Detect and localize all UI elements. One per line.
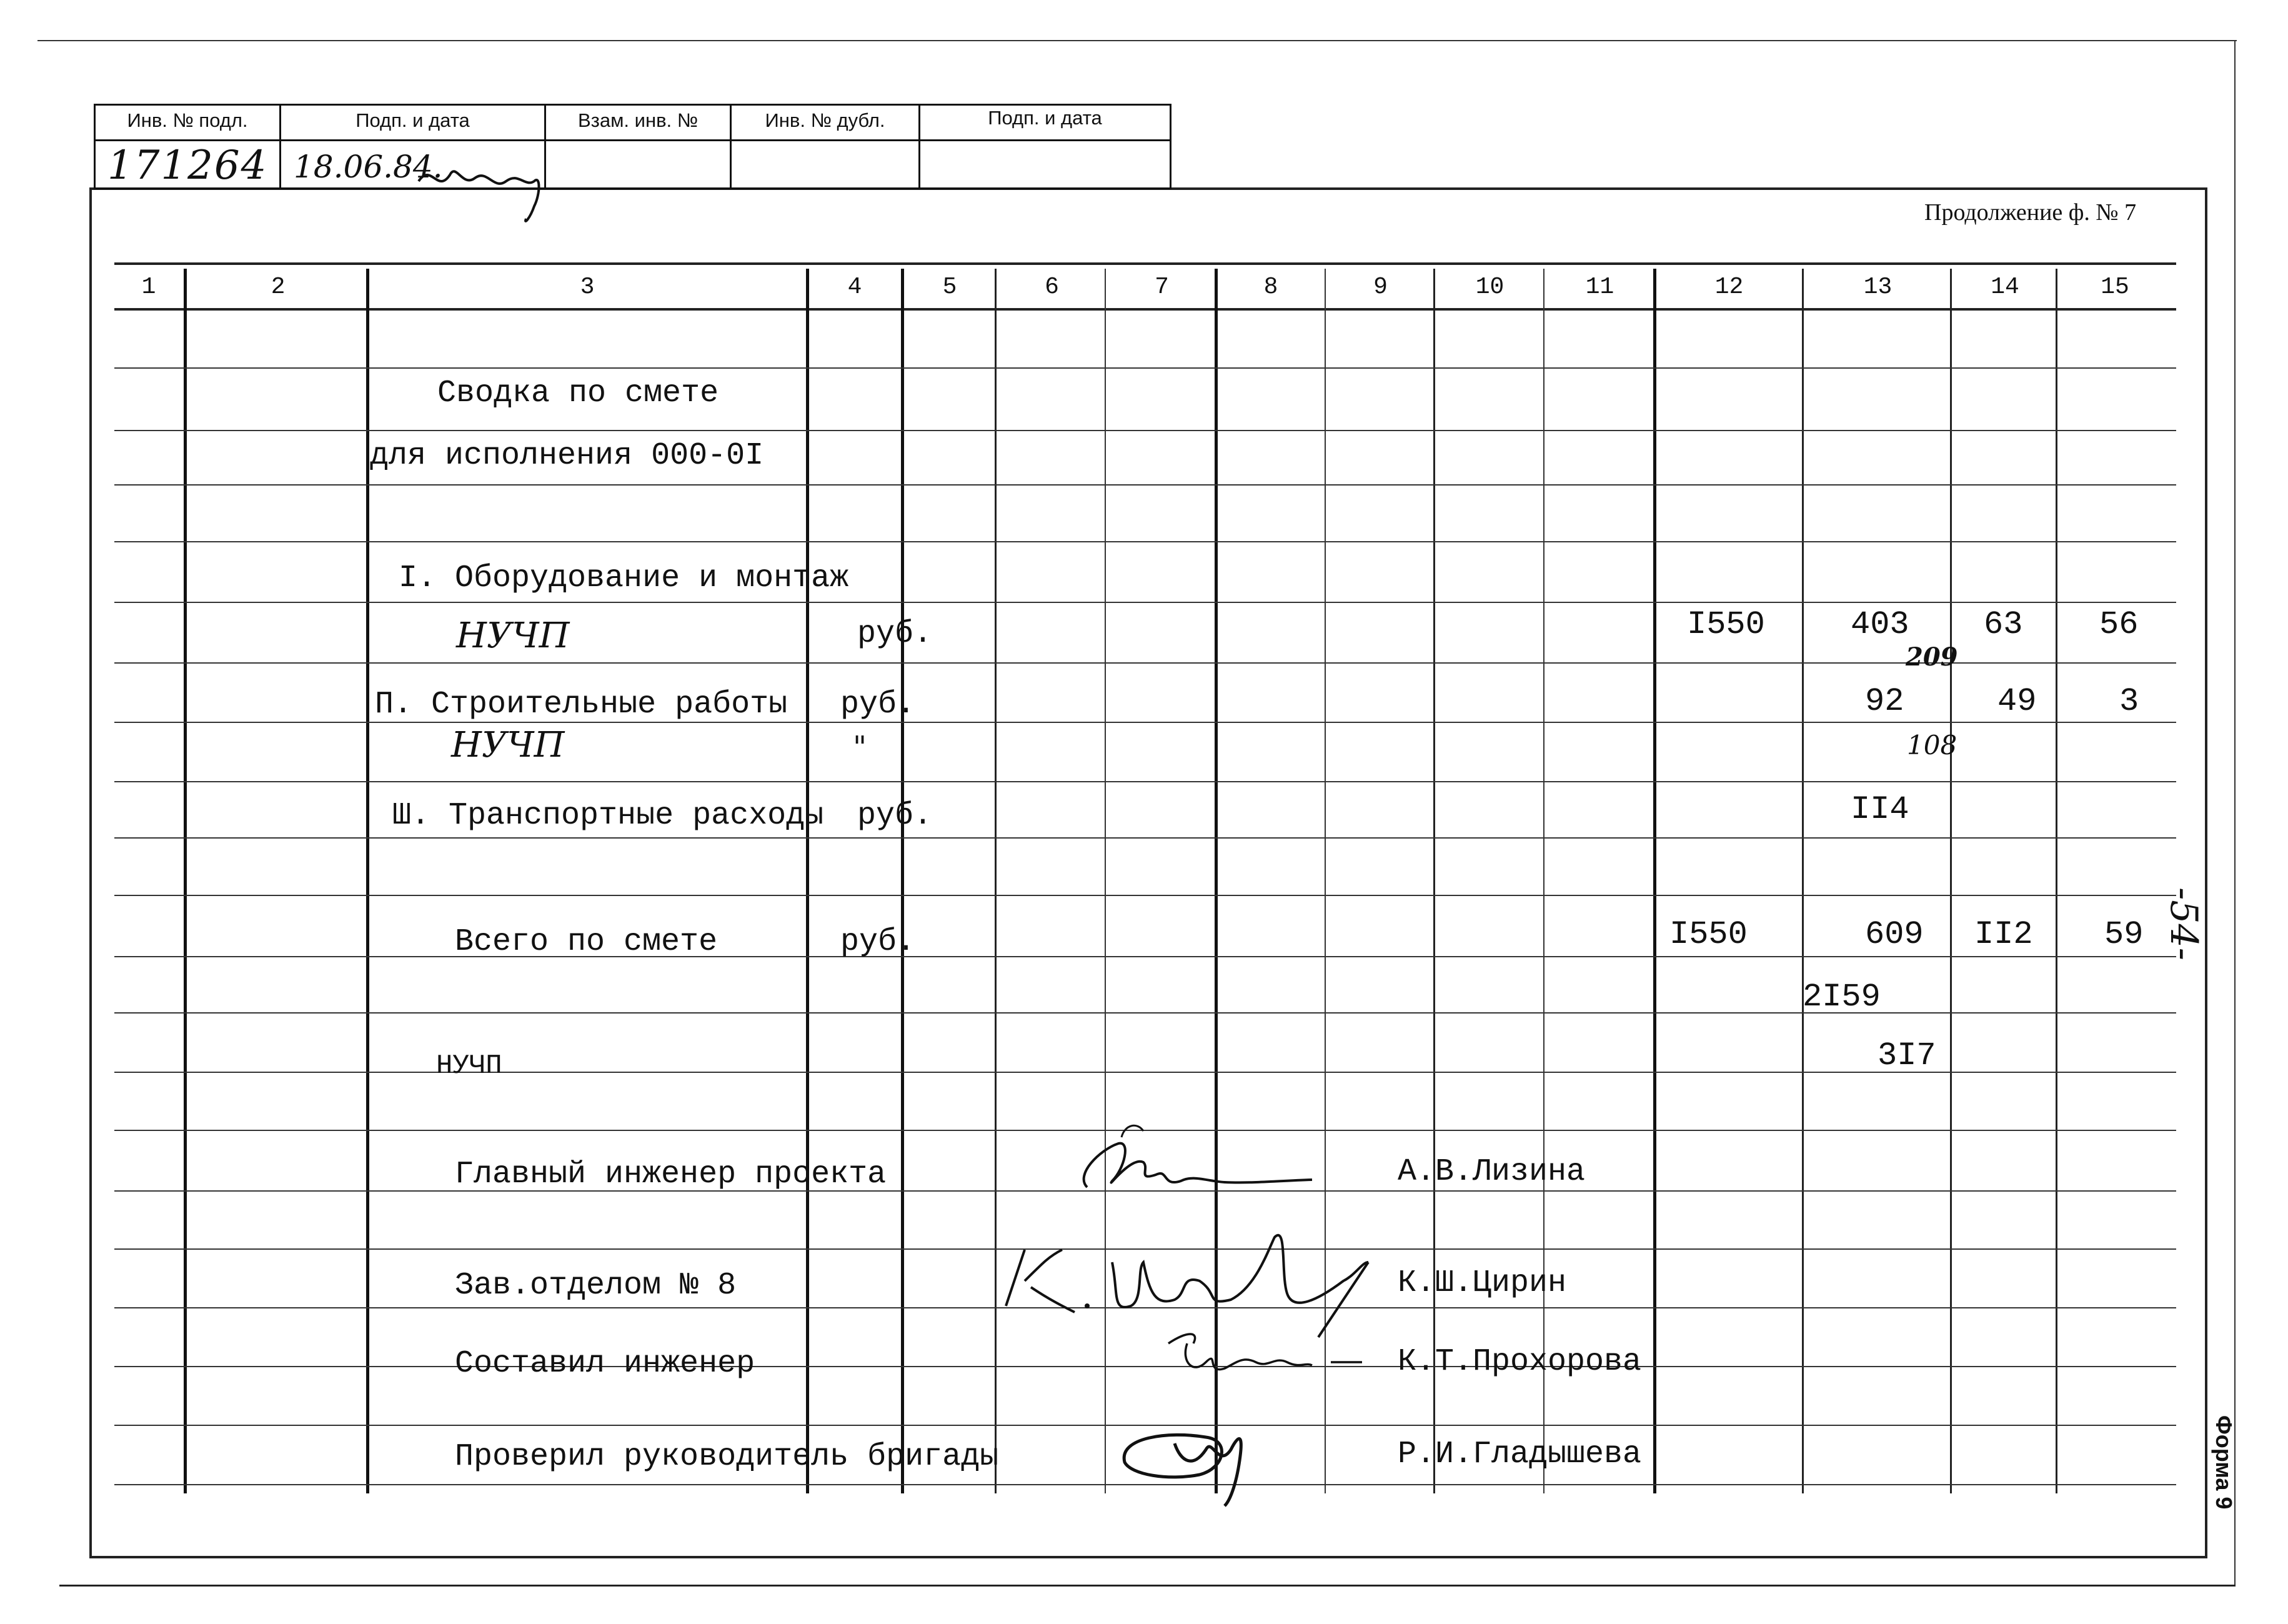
row-line (114, 895, 2176, 896)
form-label: Форма 9 (2211, 1415, 2237, 1510)
row-line (114, 367, 2176, 369)
total-label: Всего по смете (455, 924, 718, 960)
row1-col13-note: 209 (1906, 642, 1958, 672)
row-line (114, 781, 2176, 782)
row-line (114, 484, 2176, 486)
stamp-header-replace: Взам. инв. № (544, 104, 732, 141)
signature-scribble-checker (1106, 1412, 1281, 1512)
col-num-14: 14 (1991, 274, 2019, 301)
stamp-header-sign2: Подп. и дата (918, 104, 1171, 141)
frame-left-line (89, 187, 92, 1558)
nuchp-col13: 3I7 (1878, 1037, 1936, 1074)
row1-col15: 56 (2099, 606, 2139, 643)
frame-right-line (2205, 187, 2207, 1558)
row2-sub-label: НУЧП (451, 725, 565, 765)
row1-sub-label: НУЧП (456, 615, 570, 656)
col-num-6: 6 (1045, 274, 1059, 301)
summary-subtitle: для исполнения 000-0I (370, 438, 764, 474)
stamp-sign-date: 18.06.84. (294, 149, 443, 185)
continuation-label: Продолжение ф. № 7 (1924, 199, 2137, 226)
col-line-n (2056, 269, 2057, 1493)
signature-name-chief: А.В.Лизина (1398, 1154, 1586, 1190)
nuchp-label: НУЧП (436, 1050, 502, 1082)
row2-col13-note: 108 (1907, 730, 1957, 760)
col-num-12: 12 (1714, 274, 1744, 301)
total-col15: 59 (2104, 916, 2144, 953)
row2-label: П. Строительные работы (375, 687, 788, 722)
row1-col14: 63 (1984, 606, 2023, 643)
col-line-j (1543, 269, 1544, 1493)
row2-col15: 3 (2119, 683, 2139, 720)
signature-role-chief: Главный инженер проекта (455, 1157, 887, 1192)
col-num-9: 9 (1373, 274, 1388, 301)
signature-scribble-engineer (1150, 1318, 1375, 1387)
col-num-10: 10 (1475, 274, 1505, 301)
summary-title: Сводка по смете (437, 376, 719, 411)
total-col12: I550 (1669, 916, 1748, 953)
row2-col13: 92 (1865, 683, 1904, 720)
col-num-1: 1 (141, 274, 156, 301)
row1-col13: 403 (1851, 606, 1909, 643)
row-line (114, 1366, 2176, 1367)
col-num-13: 13 (1863, 274, 1893, 301)
row-line (114, 956, 2176, 957)
stamp-header-dup: Инв. № дубл. (730, 104, 920, 141)
col-line-a (184, 269, 187, 1493)
col-line-i (1433, 269, 1435, 1493)
col-num-8: 8 (1263, 274, 1278, 301)
col-line-d (901, 269, 904, 1493)
stamp-value-dup (730, 139, 920, 189)
row-line (114, 602, 2176, 603)
total-unit: руб. (840, 924, 916, 960)
col-num-5: 5 (942, 274, 957, 301)
row3-unit: руб. (857, 798, 933, 834)
frame-bottom-line (89, 1556, 2207, 1558)
row1-label: I. Оборудование и монтаж (399, 560, 849, 596)
col-num-4: 4 (847, 274, 862, 301)
total-col14: II2 (1974, 916, 2033, 953)
row-line (114, 662, 2176, 664)
col-num-3: 3 (580, 274, 595, 301)
stamp-value-sign2 (918, 139, 1171, 189)
row-line (114, 1072, 2176, 1073)
signature-name-head: К.Ш.Цирин (1398, 1265, 1567, 1301)
stamp-inv-number: 171264 (107, 142, 268, 189)
row1-unit: руб. (857, 616, 933, 652)
col-line-m (1950, 269, 1952, 1493)
col-line-b (366, 269, 369, 1493)
stamp-header-inv: Инв. № подл. (94, 104, 281, 141)
col-num-7: 7 (1155, 274, 1169, 301)
row3-label: Ш. Транспортные расходы (392, 798, 824, 834)
signature-role-engineer: Составил инженер (455, 1346, 755, 1382)
col-num-11: 11 (1585, 274, 1614, 301)
right-edge-line (2234, 40, 2236, 1587)
total-col13-b: 2I59 (1803, 979, 1881, 1015)
stamp-header-sign: Подп. и дата (279, 104, 546, 141)
col-line-c (806, 269, 809, 1493)
signature-name-checker: Р.И.Гладышева (1398, 1437, 1642, 1472)
row2-unit: руб. (840, 687, 916, 722)
row-line (114, 541, 2176, 542)
header-top-line (114, 262, 2176, 265)
stamp-signature-scribble (412, 150, 575, 237)
col-num-2: 2 (271, 274, 286, 301)
col-num-15: 15 (2101, 274, 2129, 301)
page-number: -54- (2162, 887, 2206, 960)
row-line (114, 837, 2176, 839)
top-edge-line (37, 40, 2237, 41)
col-line-k (1653, 269, 1656, 1493)
signature-scribble-chief (1062, 1112, 1325, 1225)
header-bottom-line (114, 308, 2176, 311)
bottom-edge-line (59, 1585, 2236, 1587)
col-line-l (1802, 269, 1804, 1493)
row1-col12: I550 (1687, 606, 1765, 643)
signature-name-engineer: К.Т.Прохорова (1398, 1344, 1642, 1380)
row2-col14: 49 (1997, 683, 2037, 720)
row3-col13: II4 (1851, 791, 1909, 828)
row-line (114, 430, 2176, 431)
row2-unit-ditto: " (853, 730, 867, 765)
signature-role-head: Зав.отделом № 8 (455, 1268, 737, 1303)
signature-role-checker: Проверил руководитель бригады (455, 1439, 999, 1475)
total-col13: 609 (1865, 916, 1924, 953)
